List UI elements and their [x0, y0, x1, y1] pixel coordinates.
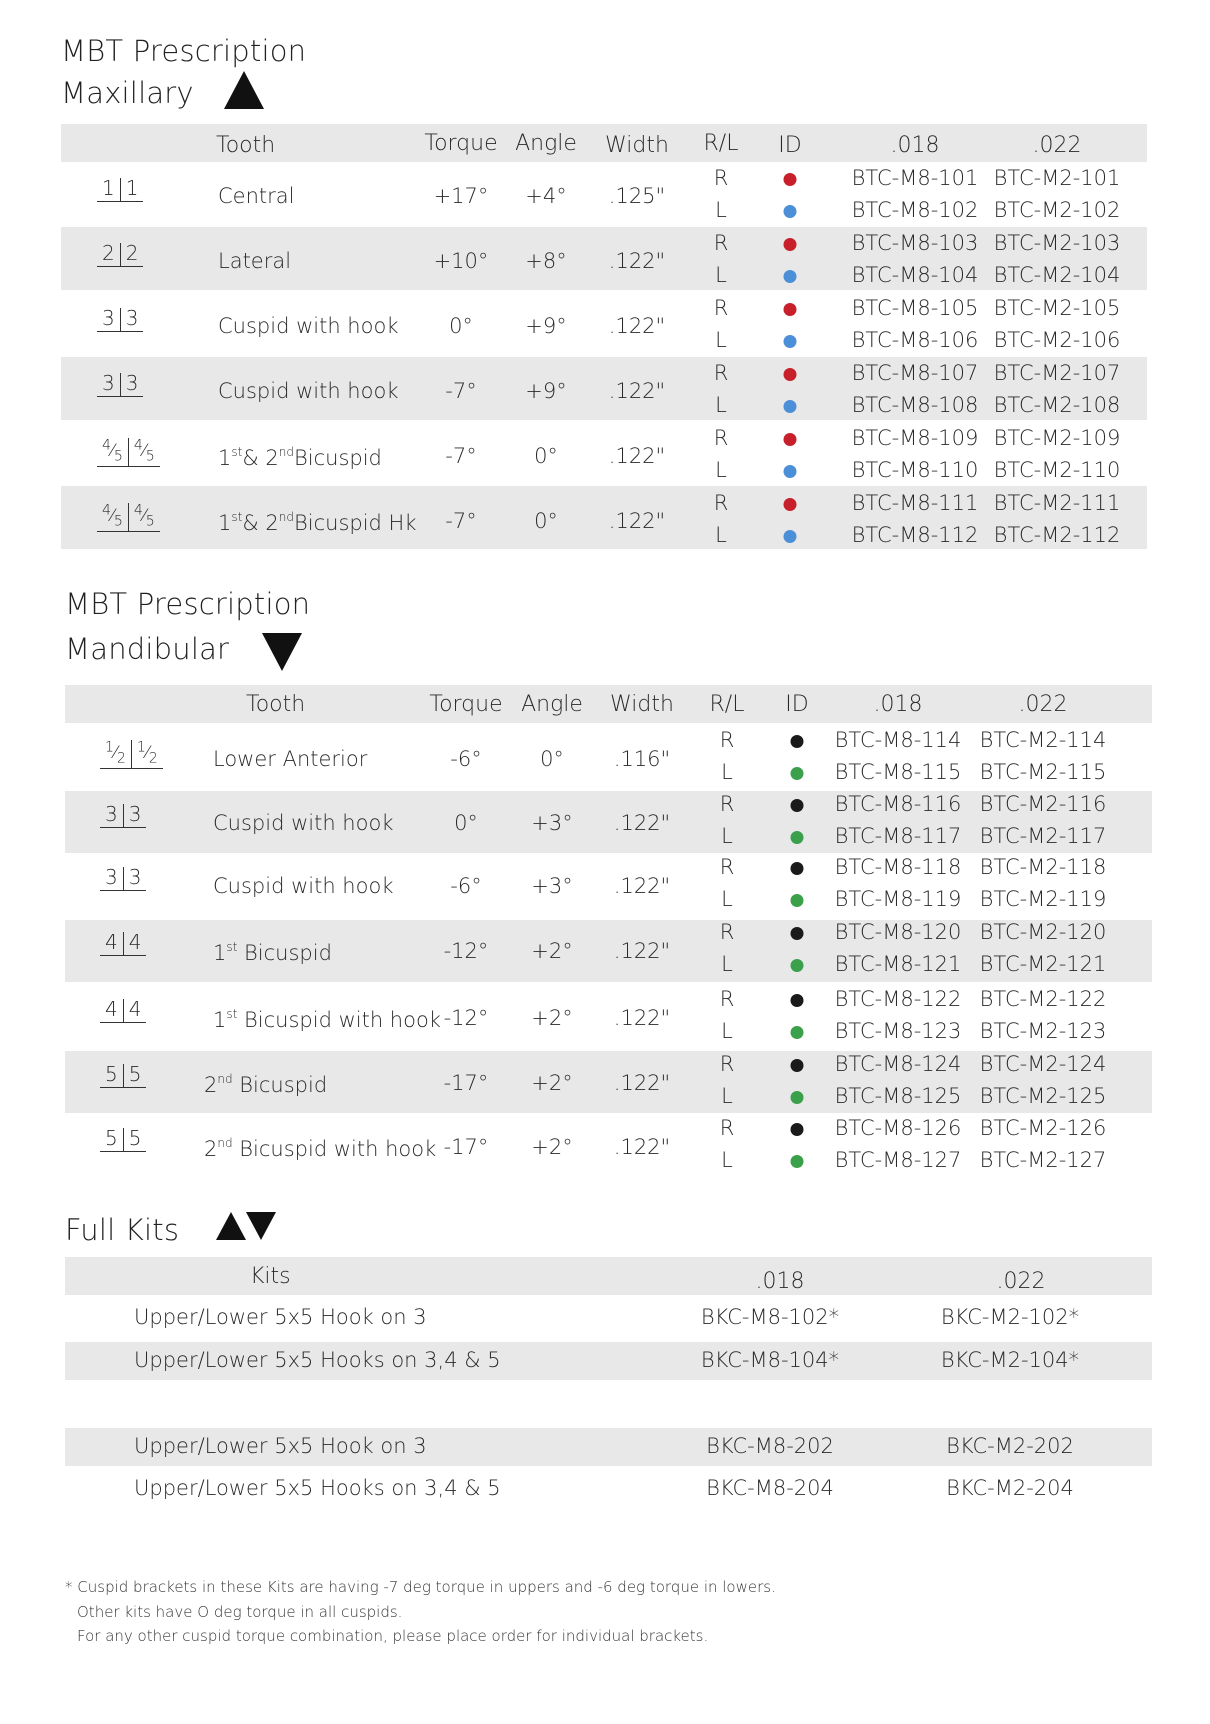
side-right: R — [719, 855, 735, 879]
header-022: .022 — [1032, 133, 1082, 158]
side-left: L — [721, 760, 733, 784]
tooth-name: Cuspid with hook — [213, 874, 394, 898]
side-left: L — [721, 1084, 733, 1108]
side-left: L — [715, 458, 727, 482]
id-dot-left — [784, 205, 797, 218]
part-022-left: BTC-M2-127 — [979, 1148, 1107, 1172]
side-right: R — [713, 166, 729, 190]
part-018-left: BTC-M8-127 — [834, 1148, 962, 1172]
header-torque: Torque — [429, 692, 503, 717]
tooth-number: 1 1 — [97, 178, 143, 202]
angle: +9° — [525, 379, 567, 403]
id-dot-right — [791, 862, 804, 875]
side-left: L — [715, 328, 727, 352]
side-right: R — [719, 728, 735, 752]
tooth-name: 1st& 2ndBicuspid Hk — [218, 510, 417, 535]
part-022-right: BTC-M2-103 — [993, 231, 1121, 255]
id-dot-right — [784, 433, 797, 446]
kit-018: BKC-M8-102* — [700, 1305, 840, 1329]
tooth-name: Cuspid with hook — [213, 811, 394, 835]
width: .116" — [613, 747, 671, 771]
side-right: R — [719, 1116, 735, 1140]
side-right: R — [719, 1052, 735, 1076]
width: .122" — [608, 509, 666, 533]
header-022: .022 — [1018, 692, 1068, 717]
id-dot-right — [791, 1123, 804, 1136]
width: .122" — [613, 811, 671, 835]
header-kits: Kits — [250, 1264, 291, 1289]
part-022-left: BTC-M2-115 — [979, 760, 1107, 784]
kit-018: BKC-M8-104* — [700, 1348, 840, 1372]
footnote-3: For any other cuspid torque combination, please place order for individual brackets. — [77, 1627, 709, 1645]
header-018: .018 — [873, 692, 923, 717]
part-018-left: BTC-M8-119 — [834, 887, 962, 911]
header-torque: Torque — [424, 131, 498, 156]
header-angle: Angle — [515, 131, 577, 156]
upper-arch-triangle-icon — [216, 1212, 246, 1240]
footnote-2: Other kits have O deg torque in all cuspids. — [77, 1603, 403, 1621]
part-018-right: BTC-M8-109 — [851, 426, 979, 450]
width: .122" — [608, 314, 666, 338]
part-022-right: BTC-M2-114 — [979, 728, 1107, 752]
angle: +3° — [531, 874, 573, 898]
part-022-right: BTC-M2-105 — [993, 296, 1121, 320]
header-id: ID — [778, 133, 802, 158]
torque: -17° — [443, 1071, 489, 1095]
width: .122" — [613, 874, 671, 898]
header-tooth: Tooth — [216, 133, 276, 158]
width: .122" — [613, 1006, 671, 1030]
side-left: L — [715, 393, 727, 417]
part-022-right: BTC-M2-107 — [993, 361, 1121, 385]
id-dot-left — [784, 335, 797, 348]
side-right: R — [713, 426, 729, 450]
part-018-left: BTC-M8-110 — [851, 458, 979, 482]
part-022-left: BTC-M2-125 — [979, 1084, 1107, 1108]
id-dot-left — [784, 530, 797, 543]
part-022-left: BTC-M2-117 — [979, 824, 1107, 848]
side-right: R — [719, 920, 735, 944]
part-018-right: BTC-M8-105 — [851, 296, 979, 320]
tooth-number: 3 3 — [100, 804, 146, 828]
angle: +8° — [525, 249, 567, 273]
id-dot-right — [784, 238, 797, 251]
tooth-number: 5 5 — [100, 1064, 146, 1088]
tooth-name: 1st Bicuspid — [213, 940, 332, 965]
width: .125" — [608, 184, 666, 208]
part-022-left: BTC-M2-102 — [993, 198, 1121, 222]
torque: -7° — [445, 509, 477, 533]
kit-022: BKC-M2-202 — [946, 1434, 1074, 1458]
part-022-left: BTC-M2-123 — [979, 1019, 1107, 1043]
kit-name: Upper/Lower 5x5 Hooks on 3,4 & 5 — [134, 1476, 501, 1500]
kit-022: BKC-M2-204 — [946, 1476, 1074, 1500]
tooth-number: 5 5 — [100, 1128, 146, 1152]
id-dot-right — [791, 799, 804, 812]
kit-018: BKC-M8-202 — [706, 1434, 834, 1458]
side-left: L — [721, 1019, 733, 1043]
id-dot-left — [791, 767, 804, 780]
part-018-left: BTC-M8-121 — [834, 952, 962, 976]
width: .122" — [613, 1135, 671, 1159]
tooth-number: 3 3 — [100, 867, 146, 891]
part-022-right: BTC-M2-122 — [979, 987, 1107, 1011]
side-right: R — [719, 987, 735, 1011]
tooth-name: 1st& 2ndBicuspid — [218, 445, 382, 470]
tooth-number: 4 4 — [100, 932, 146, 956]
side-left: L — [715, 263, 727, 287]
part-022-right: BTC-M2-111 — [993, 491, 1121, 515]
maxillary-title-line1: MBT Prescription — [61, 34, 307, 68]
part-018-left: BTC-M8-117 — [834, 824, 962, 848]
id-dot-right — [791, 1059, 804, 1072]
part-022-left: BTC-M2-121 — [979, 952, 1107, 976]
side-right: R — [713, 361, 729, 385]
tooth-name: Cuspid with hook — [218, 314, 399, 338]
torque: -17° — [443, 1135, 489, 1159]
part-022-right: BTC-M2-126 — [979, 1116, 1107, 1140]
angle: +4° — [525, 184, 567, 208]
side-left: L — [715, 523, 727, 547]
part-018-right: BTC-M8-103 — [851, 231, 979, 255]
id-dot-left — [791, 1026, 804, 1039]
lower-arch-triangle-icon — [246, 1212, 276, 1240]
side-right: R — [713, 296, 729, 320]
side-right: R — [713, 231, 729, 255]
tooth-number: $^4⁄_5^4⁄_5$ — [97, 503, 160, 532]
header-rl: R/L — [709, 692, 745, 717]
tooth-name: 2nd Bicuspid with hook — [204, 1136, 437, 1161]
kits-title-text: Full Kits — [65, 1213, 180, 1247]
kit-018: BKC-M8-204 — [706, 1476, 834, 1500]
header-width: Width — [610, 692, 674, 717]
kit-022: BKC-M2-104* — [940, 1348, 1080, 1372]
part-022-right: BTC-M2-120 — [979, 920, 1107, 944]
tooth-number: 3 3 — [97, 373, 143, 397]
mandibular-header-band — [65, 685, 1152, 723]
part-018-right: BTC-M8-122 — [834, 987, 962, 1011]
id-dot-left — [791, 959, 804, 972]
width: .122" — [613, 1071, 671, 1095]
id-dot-left — [784, 270, 797, 283]
width: .122" — [608, 379, 666, 403]
part-018-right: BTC-M8-116 — [834, 792, 962, 816]
id-dot-right — [784, 368, 797, 381]
torque: +17° — [433, 184, 489, 208]
part-018-left: BTC-M8-123 — [834, 1019, 962, 1043]
torque: -6° — [450, 874, 482, 898]
part-018-left: BTC-M8-115 — [834, 760, 962, 784]
id-dot-right — [791, 927, 804, 940]
torque: -7° — [445, 379, 477, 403]
tooth-name: Central — [218, 184, 295, 208]
part-022-left: BTC-M2-119 — [979, 887, 1107, 911]
kit-name: Upper/Lower 5x5 Hooks on 3,4 & 5 — [134, 1348, 501, 1372]
id-dot-right — [791, 994, 804, 1007]
header-angle: Angle — [521, 692, 583, 717]
torque: +10° — [433, 249, 489, 273]
part-022-left: BTC-M2-110 — [993, 458, 1121, 482]
part-018-right: BTC-M8-124 — [834, 1052, 962, 1076]
torque: -6° — [450, 747, 482, 771]
part-022-right: BTC-M2-118 — [979, 855, 1107, 879]
angle: +2° — [531, 1071, 573, 1095]
width: .122" — [608, 444, 666, 468]
angle: +2° — [531, 1006, 573, 1030]
torque: 0° — [449, 314, 473, 338]
side-left: L — [721, 824, 733, 848]
part-018-left: BTC-M8-102 — [851, 198, 979, 222]
part-018-left: BTC-M8-112 — [851, 523, 979, 547]
angle: 0° — [540, 747, 564, 771]
id-dot-left — [791, 1155, 804, 1168]
side-left: L — [721, 887, 733, 911]
kit-022: BKC-M2-102* — [940, 1305, 1080, 1329]
tooth-name: Lower Anterior — [213, 747, 368, 771]
part-018-left: BTC-M8-125 — [834, 1084, 962, 1108]
tooth-name: Lateral — [218, 249, 292, 273]
side-left: L — [721, 1148, 733, 1172]
kit-name: Upper/Lower 5x5 Hook on 3 — [134, 1305, 427, 1329]
angle: +9° — [525, 314, 567, 338]
header-id: ID — [785, 692, 809, 717]
part-018-right: BTC-M8-114 — [834, 728, 962, 752]
part-022-left: BTC-M2-106 — [993, 328, 1121, 352]
tooth-number: $^1⁄_2^1⁄_2$ — [100, 740, 163, 769]
kit-name: Upper/Lower 5x5 Hook on 3 — [134, 1434, 427, 1458]
header-018: .018 — [755, 1269, 805, 1294]
id-dot-right — [791, 735, 804, 748]
angle: 0° — [534, 444, 558, 468]
header-width: Width — [605, 133, 669, 158]
tooth-number: $^4⁄_5^4⁄_5$ — [97, 438, 160, 467]
part-022-left: BTC-M2-108 — [993, 393, 1121, 417]
maxillary-title-line2: Maxillary — [61, 76, 194, 110]
tooth-number: 2 2 — [97, 243, 143, 267]
part-022-right: BTC-M2-116 — [979, 792, 1107, 816]
angle: +2° — [531, 939, 573, 963]
tooth-name: 2nd Bicuspid — [204, 1072, 328, 1097]
width: .122" — [613, 939, 671, 963]
part-018-right: BTC-M8-126 — [834, 1116, 962, 1140]
angle: 0° — [534, 509, 558, 533]
part-018-left: BTC-M8-108 — [851, 393, 979, 417]
tooth-number: 3 3 — [97, 308, 143, 332]
torque: 0° — [454, 811, 478, 835]
header-rl: R/L — [703, 131, 739, 156]
part-018-right: BTC-M8-107 — [851, 361, 979, 385]
mandibular-title-line1: MBT Prescription — [65, 587, 311, 621]
tooth-number: 4 4 — [100, 999, 146, 1023]
part-022-right: BTC-M2-109 — [993, 426, 1121, 450]
side-left: L — [721, 952, 733, 976]
lower-arch-triangle-icon — [262, 633, 302, 671]
part-018-right: BTC-M8-111 — [851, 491, 979, 515]
part-018-left: BTC-M8-104 — [851, 263, 979, 287]
torque: -12° — [443, 939, 489, 963]
width: .122" — [608, 249, 666, 273]
side-right: R — [719, 792, 735, 816]
part-022-left: BTC-M2-112 — [993, 523, 1121, 547]
header-022: .022 — [996, 1269, 1046, 1294]
header-018: .018 — [890, 133, 940, 158]
part-018-right: BTC-M8-118 — [834, 855, 962, 879]
angle: +3° — [531, 811, 573, 835]
torque: -7° — [445, 444, 477, 468]
id-dot-left — [784, 465, 797, 478]
mandibular-title-line2: Mandibular — [65, 632, 230, 666]
id-dot-right — [784, 173, 797, 186]
id-dot-left — [791, 894, 804, 907]
side-right: R — [713, 491, 729, 515]
id-dot-left — [791, 1091, 804, 1104]
upper-arch-triangle-icon — [224, 71, 264, 109]
part-018-left: BTC-M8-106 — [851, 328, 979, 352]
angle: +2° — [531, 1135, 573, 1159]
footnote-1: * Cuspid brackets in these Kits are having -7 deg torque in uppers and -6 deg torque in lowers. — [65, 1578, 776, 1596]
torque: -12° — [443, 1006, 489, 1030]
id-dot-left — [784, 400, 797, 413]
part-018-right: BTC-M8-120 — [834, 920, 962, 944]
part-018-right: BTC-M8-101 — [851, 166, 979, 190]
side-left: L — [715, 198, 727, 222]
id-dot-right — [784, 303, 797, 316]
tooth-name: 1st Bicuspid with hook — [213, 1007, 441, 1032]
kits-header-band — [65, 1257, 1152, 1295]
header-tooth: Tooth — [246, 692, 306, 717]
id-dot-right — [784, 498, 797, 511]
part-022-left: BTC-M2-104 — [993, 263, 1121, 287]
part-022-right: BTC-M2-101 — [993, 166, 1121, 190]
part-022-right: BTC-M2-124 — [979, 1052, 1107, 1076]
id-dot-left — [791, 831, 804, 844]
tooth-name: Cuspid with hook — [218, 379, 399, 403]
kits-title — [65, 1212, 276, 1247]
